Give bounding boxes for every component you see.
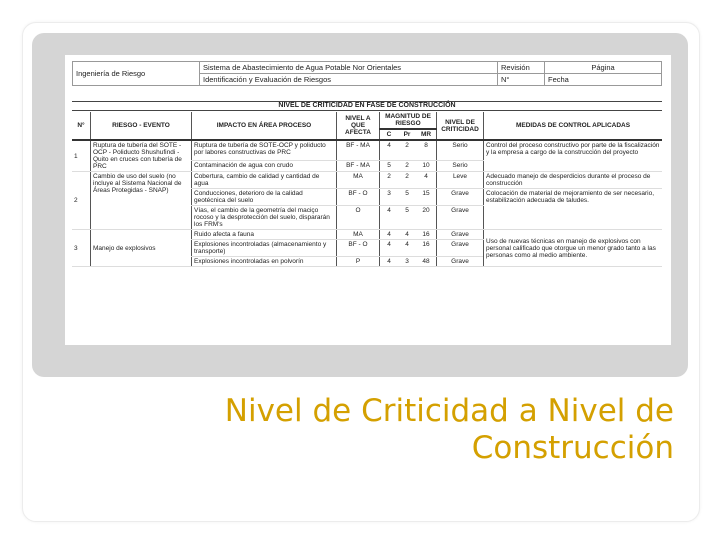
row-risk: Cambio de uso del suelo (no incluye al Sistema Nacional de Áreas Protegidas - SNAP): [91, 172, 192, 230]
row-level: P: [337, 257, 380, 267]
document-image: [65, 55, 671, 345]
header-revision-label: Revisión: [498, 62, 545, 74]
row-c: 5: [380, 160, 399, 171]
document-header: [72, 61, 662, 86]
row-risk: Manejo de explosivos: [91, 230, 192, 267]
row-c: 4: [380, 140, 399, 160]
row-impact: Vías, el cambio de la geometría del maciço rocoso y la desprotección del suelo, dispararán los FRM's: [192, 206, 337, 230]
header-number-label: N°: [498, 74, 545, 86]
row-criticality: Grave: [437, 206, 484, 230]
row-pr: 2: [398, 160, 416, 171]
row-risk: Ruptura de tubería del SOTE - OCP - Poliducto Shushufindi - Quito en cruces con tubería de PRC: [91, 140, 192, 172]
row-c: 4: [380, 230, 399, 240]
col-risk: RIESGO - EVENTO: [91, 112, 192, 140]
row-criticality: Leve: [437, 172, 484, 189]
row-c: 4: [380, 257, 399, 267]
col-measures: MEDIDAS DE CONTROL APLICADAS: [484, 112, 663, 140]
table-title: NIVEL DE CRITICIDAD EN FASE DE CONSTRUCCIÓN: [72, 101, 662, 111]
row-num: 2: [72, 172, 91, 230]
row-criticality: Serio: [437, 140, 484, 160]
row-mr: 15: [416, 189, 437, 206]
row-impact: Cobertura, cambio de calidad y cantidad de agua: [192, 172, 337, 189]
row-c: 4: [380, 206, 399, 230]
row-c: 4: [380, 240, 399, 257]
row-impact: Ruptura de tubería de SOTE-OCP y poliducto por labores constructivas de PRC: [192, 140, 337, 160]
slide-caption: [74, 393, 674, 467]
criticality-table: [72, 112, 662, 267]
row-c: 3: [380, 189, 399, 206]
header-system: Sistema de Abastecimiento de Agua Potable Nor Orientales: [200, 62, 498, 74]
header-subtitle: Identificación y Evaluación de Riesgos: [200, 74, 498, 86]
col-magnitude: MAGNITUD DE RIESGO: [380, 112, 437, 129]
table-row: [72, 140, 662, 160]
row-impact: Conducciones, deterioro de la calidad geotécnica del suelo: [192, 189, 337, 206]
col-c: C: [380, 129, 399, 140]
row-mr: 20: [416, 206, 437, 230]
row-criticality: Grave: [437, 189, 484, 206]
col-impact: IMPACTO EN ÁREA PROCESO: [192, 112, 337, 140]
row-level: O: [337, 206, 380, 230]
row-criticality: Grave: [437, 257, 484, 267]
row-impact: Ruido afecta a fauna: [192, 230, 337, 240]
row-pr: 3: [398, 257, 416, 267]
row-num: 3: [72, 230, 91, 267]
row-mr: 48: [416, 257, 437, 267]
row-level: MA: [337, 230, 380, 240]
table-row: [72, 172, 662, 189]
row-mr: 8: [416, 140, 437, 160]
row-pr: 4: [398, 240, 416, 257]
row-level: BF - MA: [337, 140, 380, 160]
row-level: BF - O: [337, 240, 380, 257]
row-mr: 10: [416, 160, 437, 171]
row-c: 2: [380, 172, 399, 189]
header-page-label: Página: [545, 62, 662, 74]
row-pr: 5: [398, 206, 416, 230]
row-level: BF - O: [337, 189, 380, 206]
row-mr: 4: [416, 172, 437, 189]
row-pr: 5: [398, 189, 416, 206]
row-level: BF - MA: [337, 160, 380, 171]
row-impact: Contaminación de agua con crudo: [192, 160, 337, 171]
row-measures: Colocación de material de mejoramiento de ser necesario, estabilización adecuada de taludes.: [484, 189, 663, 230]
col-pr: Pr: [398, 129, 416, 140]
col-num: N°: [72, 112, 91, 140]
row-measures: Control del proceso constructivo por parte de la fiscalización y la empresa a cargo de la construcción del proyecto: [484, 140, 663, 172]
header-date-label: Fecha: [545, 74, 662, 86]
col-mr: MR: [416, 129, 437, 140]
row-mr: 16: [416, 230, 437, 240]
row-measures: Adecuado manejo de desperdicios durante el proceso de construcción: [484, 172, 663, 189]
row-pr: 2: [398, 140, 416, 160]
row-num: 1: [72, 140, 91, 172]
table-row: [72, 230, 662, 240]
header-dept: Ingeniería de Riesgo: [73, 62, 200, 86]
row-criticality: Grave: [437, 230, 484, 240]
row-impact: Explosiones incontroladas (almacenamiento y transporte): [192, 240, 337, 257]
row-mr: 16: [416, 240, 437, 257]
row-pr: 4: [398, 230, 416, 240]
row-level: MA: [337, 172, 380, 189]
row-criticality: Serio: [437, 160, 484, 171]
row-measures: Uso de nuevas técnicas en manejo de explosivos con personal calificado que otorgue un menor grado tanto a las personas como al medio ambiente.: [484, 230, 663, 267]
row-impact: Explosiones incontroladas en polvorín: [192, 257, 337, 267]
col-level: NIVEL A QUE AFECTA: [337, 112, 380, 140]
row-pr: 2: [398, 172, 416, 189]
caption-line-2: Construcción: [471, 430, 674, 466]
caption-line-1: Nivel de Criticidad a Nivel de: [224, 393, 674, 429]
col-criticality: NIVEL DE CRITICIDAD: [437, 112, 484, 140]
row-criticality: Grave: [437, 240, 484, 257]
